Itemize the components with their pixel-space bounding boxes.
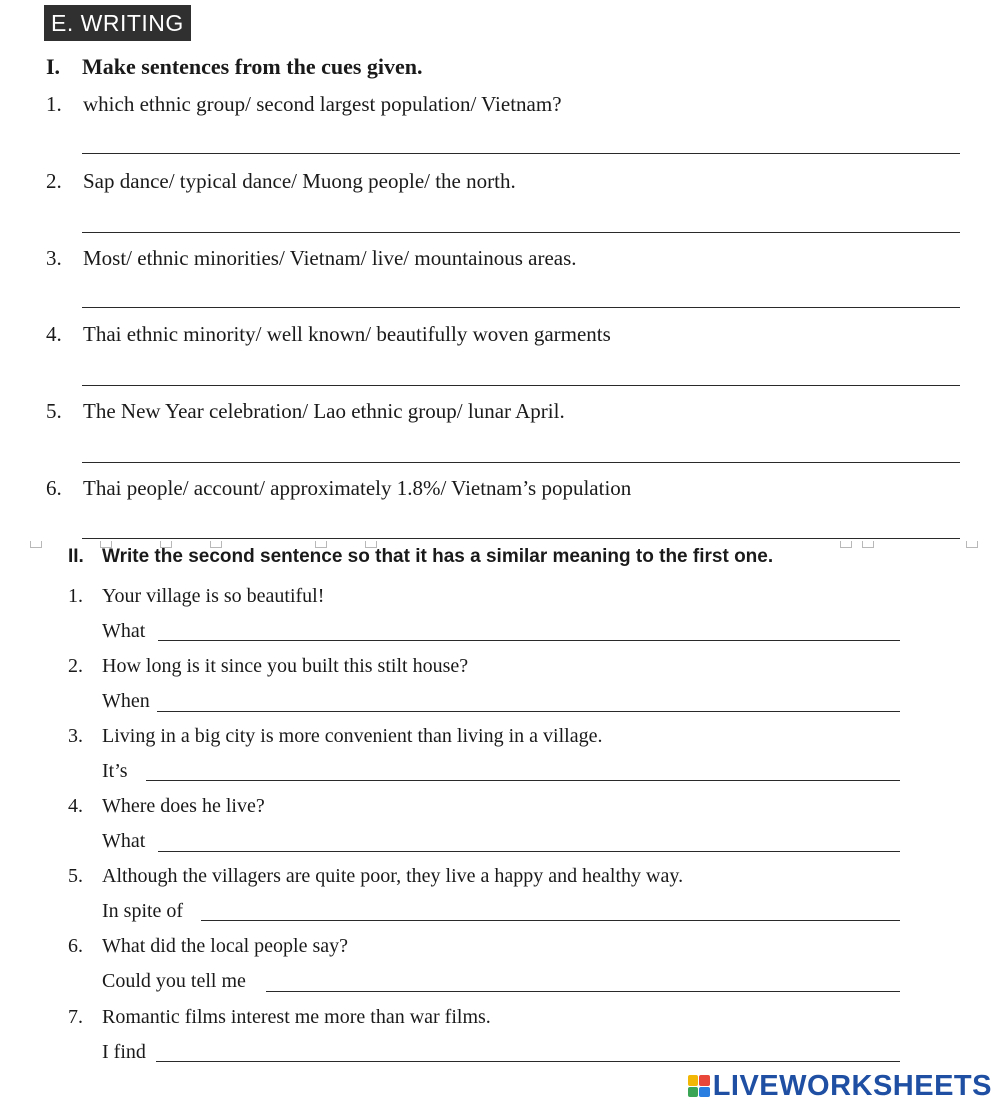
- part1-item-3: [46, 246, 577, 271]
- part1-item-6: [46, 476, 631, 501]
- rewrite-line-4[interactable]: [158, 851, 900, 852]
- item-number: 7.: [68, 1006, 83, 1028]
- logo-mark-square: [688, 1075, 699, 1086]
- rewrite-line-6[interactable]: [266, 991, 900, 992]
- item-text: Your village is so beautiful!: [102, 585, 325, 607]
- liveworksheets-logo: [688, 1068, 992, 1104]
- item-number: 3.: [46, 246, 62, 270]
- item-number: 3.: [68, 725, 83, 747]
- item-text: Although the villagers are quite poor, they live a happy and healthy way.: [102, 865, 684, 887]
- ruler-mark: [862, 541, 874, 548]
- part2-item-3: [68, 725, 602, 748]
- answer-line-1[interactable]: [82, 153, 960, 154]
- part2-item-2: [68, 655, 468, 678]
- item-number: 6.: [46, 476, 62, 500]
- part2-item-6: [68, 935, 348, 958]
- item-text: Where does he live?: [102, 795, 265, 817]
- part1-item-1: [46, 92, 562, 117]
- part2-numeral: II.: [68, 546, 84, 567]
- rewrite-line-5[interactable]: [201, 920, 900, 921]
- part1-item-2: [46, 169, 516, 194]
- item-text: Romantic films interest me more than war films.: [102, 1006, 491, 1028]
- item-text: Thai ethnic minority/ well known/ beautifully woven garments: [83, 322, 611, 346]
- part2-heading: [68, 546, 773, 568]
- answer-line-4[interactable]: [82, 385, 960, 386]
- logo-text: LIVEWORKSHEETS: [712, 1069, 992, 1102]
- part2-item-5: [68, 865, 683, 888]
- logo-mark-square: [688, 1087, 699, 1098]
- part1-item-4: [46, 322, 611, 347]
- item-number: 1.: [46, 92, 62, 116]
- section-title: E. WRITING: [44, 5, 191, 41]
- part1-numeral: I.: [46, 54, 61, 79]
- item-number: 5.: [46, 399, 62, 423]
- answer-line-5[interactable]: [82, 462, 960, 463]
- rewrite-line-1[interactable]: [158, 640, 900, 641]
- item-text: The New Year celebration/ Lao ethnic group/ lunar April.: [83, 399, 565, 423]
- rewrite-line-3[interactable]: [146, 780, 900, 781]
- item-number: 2.: [68, 655, 83, 677]
- item-number: 6.: [68, 935, 83, 957]
- ruler-mark: [966, 541, 978, 548]
- sentence-lead-3: It’s: [102, 760, 128, 782]
- answer-line-2[interactable]: [82, 232, 960, 233]
- item-text: Thai people/ account/ approximately 1.8%/ Vietnam’s population: [83, 476, 632, 500]
- sentence-lead-4: What: [102, 830, 146, 852]
- part2-item-1: [68, 585, 324, 608]
- rewrite-line-2[interactable]: [157, 711, 900, 712]
- item-number: 4.: [46, 322, 62, 346]
- sentence-lead-7: I find: [102, 1041, 146, 1063]
- logo-mark-square: [699, 1087, 710, 1098]
- item-text: How long is it since you built this stilt house?: [102, 655, 469, 677]
- answer-line-3[interactable]: [82, 307, 960, 308]
- answer-line-6[interactable]: [82, 538, 960, 539]
- part1-heading-text: Make sentences from the cues given.: [82, 54, 423, 79]
- item-text: Living in a big city is more convenient than living in a village.: [102, 725, 603, 747]
- sentence-lead-2: When: [102, 690, 150, 712]
- sentence-lead-1: What: [102, 620, 146, 642]
- item-text: Most/ ethnic minorities/ Vietnam/ live/ mountainous areas.: [83, 246, 577, 270]
- item-text: which ethnic group/ second largest population/ Vietnam?: [83, 92, 562, 116]
- part1-item-5: [46, 399, 565, 424]
- part2-item-4: [68, 795, 265, 818]
- item-number: 1.: [68, 585, 83, 607]
- item-number: 4.: [68, 795, 83, 817]
- logo-mark-icon: [688, 1075, 710, 1097]
- sentence-lead-5: In spite of: [102, 900, 184, 922]
- part2-item-7: [68, 1006, 491, 1029]
- logo-mark-square: [699, 1075, 710, 1086]
- part2-heading-text: Write the second sentence so that it has a similar meaning to the first one.: [102, 546, 774, 567]
- rewrite-line-7[interactable]: [156, 1061, 900, 1062]
- item-text: Sap dance/ typical dance/ Muong people/ the north.: [83, 169, 516, 193]
- item-number: 2.: [46, 169, 62, 193]
- item-number: 5.: [68, 865, 83, 887]
- part1-heading: [46, 54, 423, 80]
- ruler-mark: [30, 541, 42, 548]
- ruler-mark: [840, 541, 852, 548]
- item-text: What did the local people say?: [102, 935, 349, 957]
- sentence-lead-6: Could you tell me: [102, 970, 246, 992]
